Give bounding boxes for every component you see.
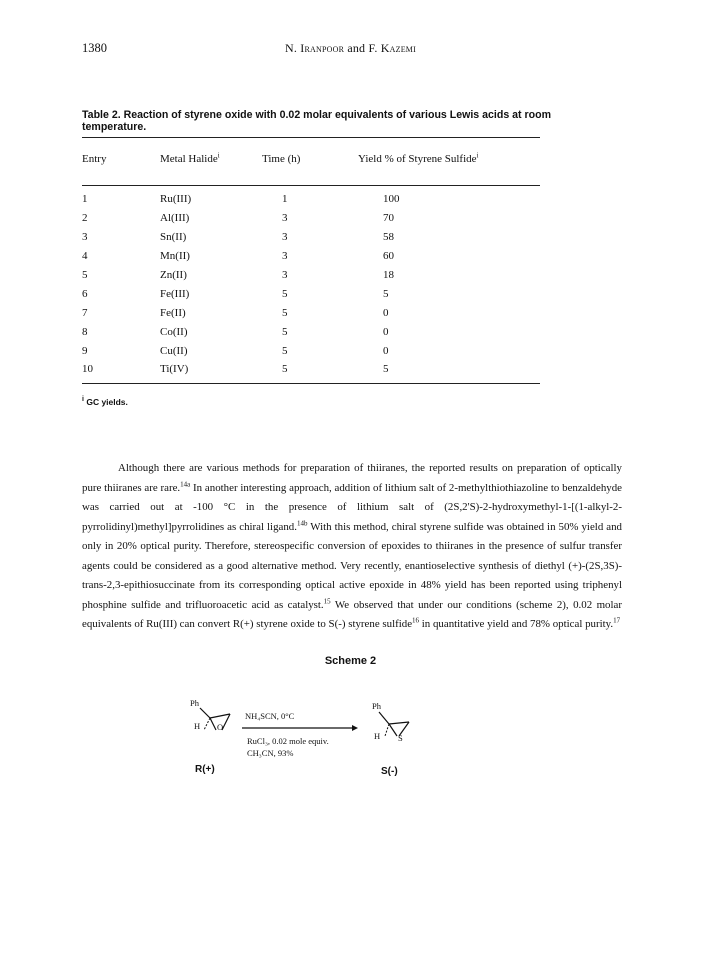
label-s-minus: S(-) bbox=[381, 766, 398, 777]
cell-entry: 5 bbox=[82, 269, 88, 281]
label-r-plus: R(+) bbox=[195, 764, 215, 775]
thiirane-h: H bbox=[374, 731, 381, 741]
cell-yield: 18 bbox=[383, 269, 394, 281]
cell-halide: Ru(III) bbox=[160, 193, 192, 205]
thiirane-structure bbox=[375, 710, 415, 742]
scheme-title: Scheme 2 bbox=[324, 655, 377, 667]
cell-entry: 1 bbox=[82, 193, 88, 205]
cell-halide: Zn(II) bbox=[160, 269, 187, 281]
cell-halide: Ti(IV) bbox=[160, 363, 189, 375]
body-paragraph: Although there are various methods for preparation of thiiranes, the reported results on preparation of optically pure thiiranes are rare.$^{14a}$ In another interesting approach, addition of lithium salt of 2-methylthiothiazoline to benzaldehyde was carried out at -100 °C in the presence of lithium salt of (2S,2'S)-2-hydroxymethyl-1-[(1-alkyl-2-pyrrolidinyl)methyl]pyrrolidines as chiral ligand.$^{14b}$ With this method, chiral styrene sulfide was obtained in 50% yield and only in 20% optical purity. Therefore, stereospecific conversion of epoxides to thiiranes in the presence of sulfur transfer agents could be considered as a good alternative method. Very recently, enantioselective synthesis of diethyl (+)-(2S,3S)-trans-2,3-epithiosuccinate from its corresponding optical active epoxide in 48% yield has been reported using triphenyl phosphine sulfide and trifluoroacetic acid as catalyst.$^{15}$ We observed that under our conditions (scheme 2), 0.02 molar equivalents of Ru(III) can convert R(+) styrene oxide to S(-) styrene sulfide$^{16}$ in quantitative yield and 78% optical purity.$^{17}$ bbox=[82, 462, 622, 630]
cell-time: 3 bbox=[282, 212, 288, 224]
table-top-rule bbox=[82, 137, 540, 138]
cell-time: 3 bbox=[282, 250, 288, 262]
cell-time: 5 bbox=[282, 345, 288, 357]
cell-time: 3 bbox=[282, 269, 288, 281]
reagent-bottom-1: RuCl₃, 0.02 mole equiv. bbox=[247, 736, 329, 746]
reaction-arrow bbox=[242, 723, 358, 733]
cell-halide: Sn(II) bbox=[160, 231, 187, 243]
cell-entry: 3 bbox=[82, 231, 88, 243]
page-number: 1380 bbox=[82, 41, 107, 55]
cell-time: 5 bbox=[282, 307, 288, 319]
reagent-bottom-2: CH₃CN, 93% bbox=[247, 748, 294, 758]
cell-yield: 0 bbox=[383, 345, 389, 357]
cell-yield: 60 bbox=[383, 250, 394, 262]
cell-yield: 5 bbox=[383, 288, 389, 300]
thiirane-ph: Ph bbox=[372, 701, 381, 711]
cell-yield: 70 bbox=[383, 212, 394, 224]
col-header-time: Time (h) bbox=[262, 153, 301, 165]
epoxide-h: H bbox=[194, 721, 201, 731]
cell-halide: Co(II) bbox=[160, 326, 188, 338]
cell-time: 5 bbox=[282, 363, 288, 375]
cell-entry: 6 bbox=[82, 288, 88, 300]
cell-yield: 58 bbox=[383, 231, 394, 243]
col-header-metal-halide: Metal Halide$^i$ bbox=[160, 151, 220, 165]
cell-entry: 7 bbox=[82, 307, 88, 319]
cell-time: 5 bbox=[282, 288, 288, 300]
cell-halide: Fe(III) bbox=[160, 288, 190, 300]
table-caption: Table 2. Reaction of styrene oxide with 0.02 molar equivalents of various Lewis acids at room temperature. bbox=[82, 109, 552, 133]
cell-time: 1 bbox=[282, 193, 288, 205]
cell-yield: 0 bbox=[383, 307, 389, 319]
reagent-top: NH₄SCN, 0°C bbox=[245, 711, 295, 721]
cell-entry: 9 bbox=[82, 345, 88, 357]
epoxide-o: O bbox=[217, 722, 224, 732]
running-head: N. Iranpoor and F. Kazemi bbox=[285, 41, 416, 55]
table-footnote: $^i$ GC yields. bbox=[82, 396, 128, 407]
cell-entry: 2 bbox=[82, 212, 88, 224]
cell-time: 3 bbox=[282, 231, 288, 243]
col-header-entry: Entry bbox=[82, 153, 107, 165]
epoxide-structure bbox=[196, 704, 236, 736]
cell-yield: 0 bbox=[383, 326, 389, 338]
cell-entry: 4 bbox=[82, 250, 88, 262]
thiirane-s: S bbox=[398, 733, 403, 743]
cell-halide: Mn(II) bbox=[160, 250, 190, 262]
cell-halide: Cu(II) bbox=[160, 345, 188, 357]
cell-halide: Al(III) bbox=[160, 212, 190, 224]
cell-yield: 100 bbox=[383, 193, 400, 205]
table-header-rule bbox=[82, 185, 540, 186]
epoxide-ph: Ph bbox=[190, 698, 199, 708]
cell-halide: Fe(II) bbox=[160, 307, 186, 319]
col-header-yield: Yield % of Styrene Sulfide$^i$ bbox=[358, 151, 479, 165]
cell-entry: 8 bbox=[82, 326, 88, 338]
cell-time: 5 bbox=[282, 326, 288, 338]
table-bottom-rule bbox=[82, 383, 540, 384]
cell-yield: 5 bbox=[383, 363, 389, 375]
cell-entry: 10 bbox=[82, 363, 93, 375]
